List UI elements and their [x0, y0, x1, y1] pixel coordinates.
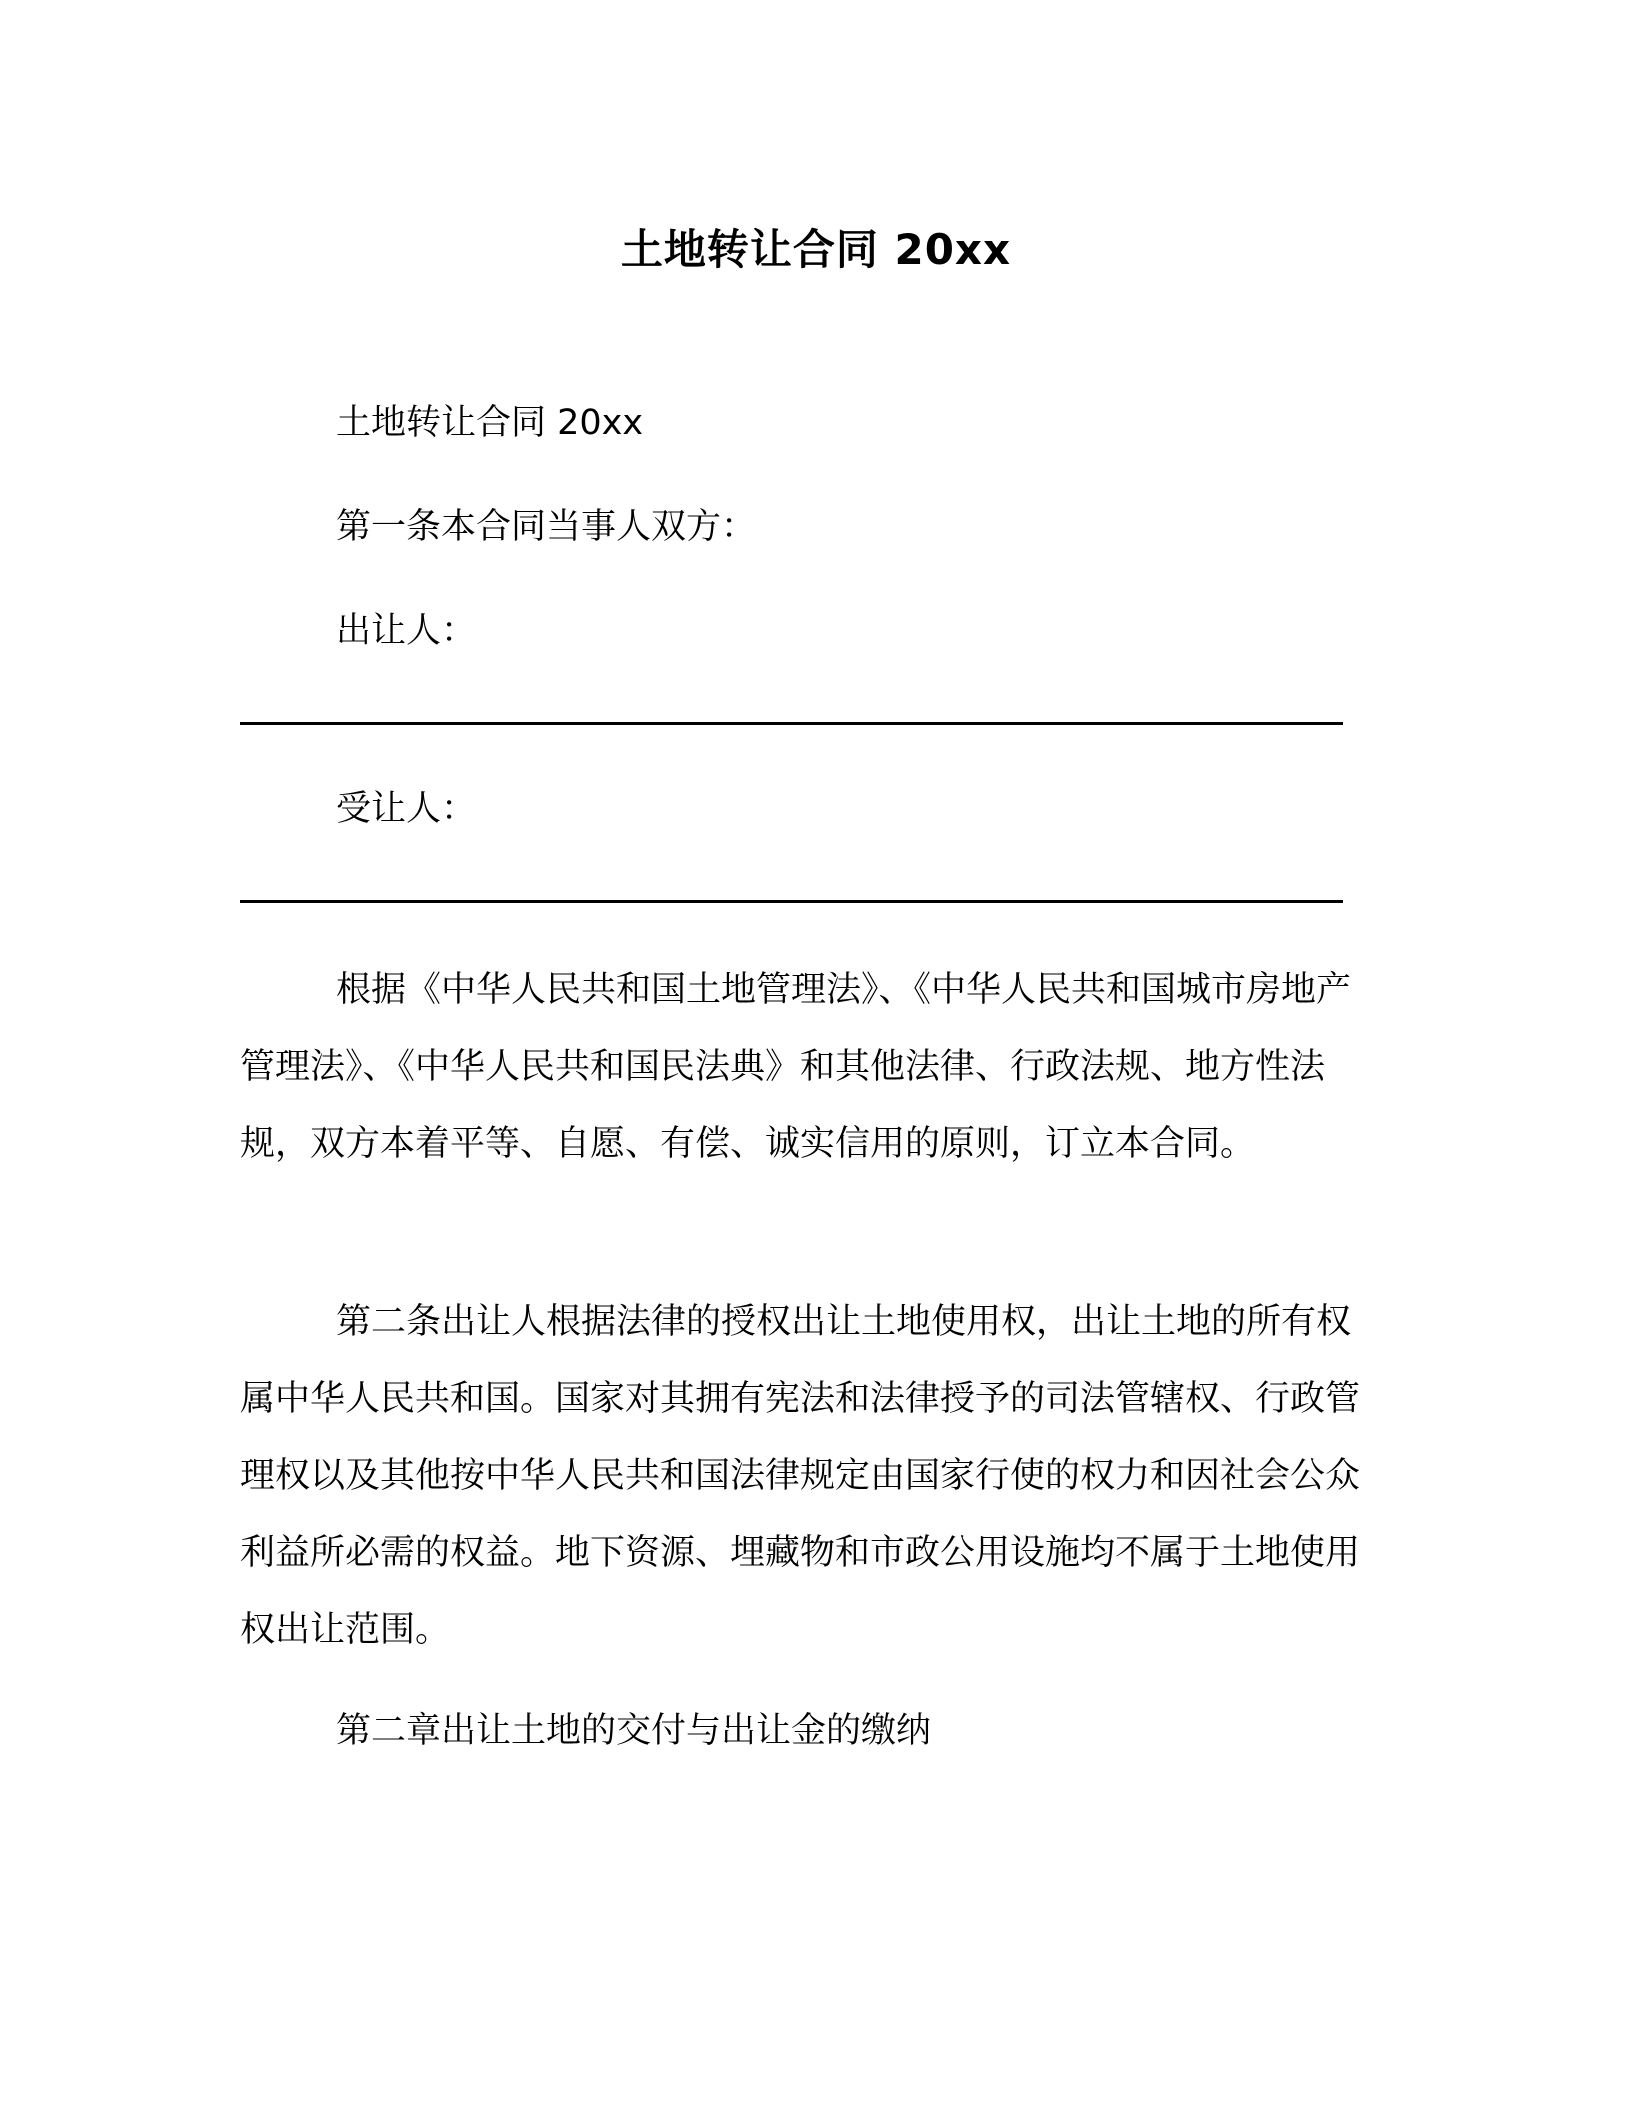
paragraph-transferor: 出让人：	[336, 611, 477, 651]
paragraph-article-one: 第一条本合同当事人双方：	[336, 507, 757, 547]
paragraph-transferee: 受让人：	[336, 789, 477, 829]
paragraph-subtitle: 土地转让合同 20xx	[336, 403, 644, 443]
chapter-heading: 第二章出让土地的交付与出让金的缴纳	[336, 1711, 932, 1751]
transferee-blank-line	[240, 900, 1343, 903]
paragraph-article-two: 第二条出让人根据法律的授权出让土地使用权，出让土地的所有权属中华人民共和国。国家对其拥有宪法和法律授予的司法管辖权、行政管理权以及其他按中华人民共和国法律规定由国家行使的权力和因社会公众利益所必需的权益。地下资源、埋藏物和市政公用设施均不属于土地使用权出让范围。	[240, 1302, 1361, 1650]
paragraph-legal-basis: 根据《中华人民共和国土地管理法》、《中华人民共和国城市房地产管理法》、《中华人民共和国民法典》和其他法律、行政法规、地方性法规，双方本着平等、自愿、有偿、诚实信用的原则，订立本合同。	[240, 970, 1352, 1164]
document-title: 土地转让合同 20xx	[620, 225, 1012, 274]
transferor-blank-line	[240, 722, 1343, 725]
